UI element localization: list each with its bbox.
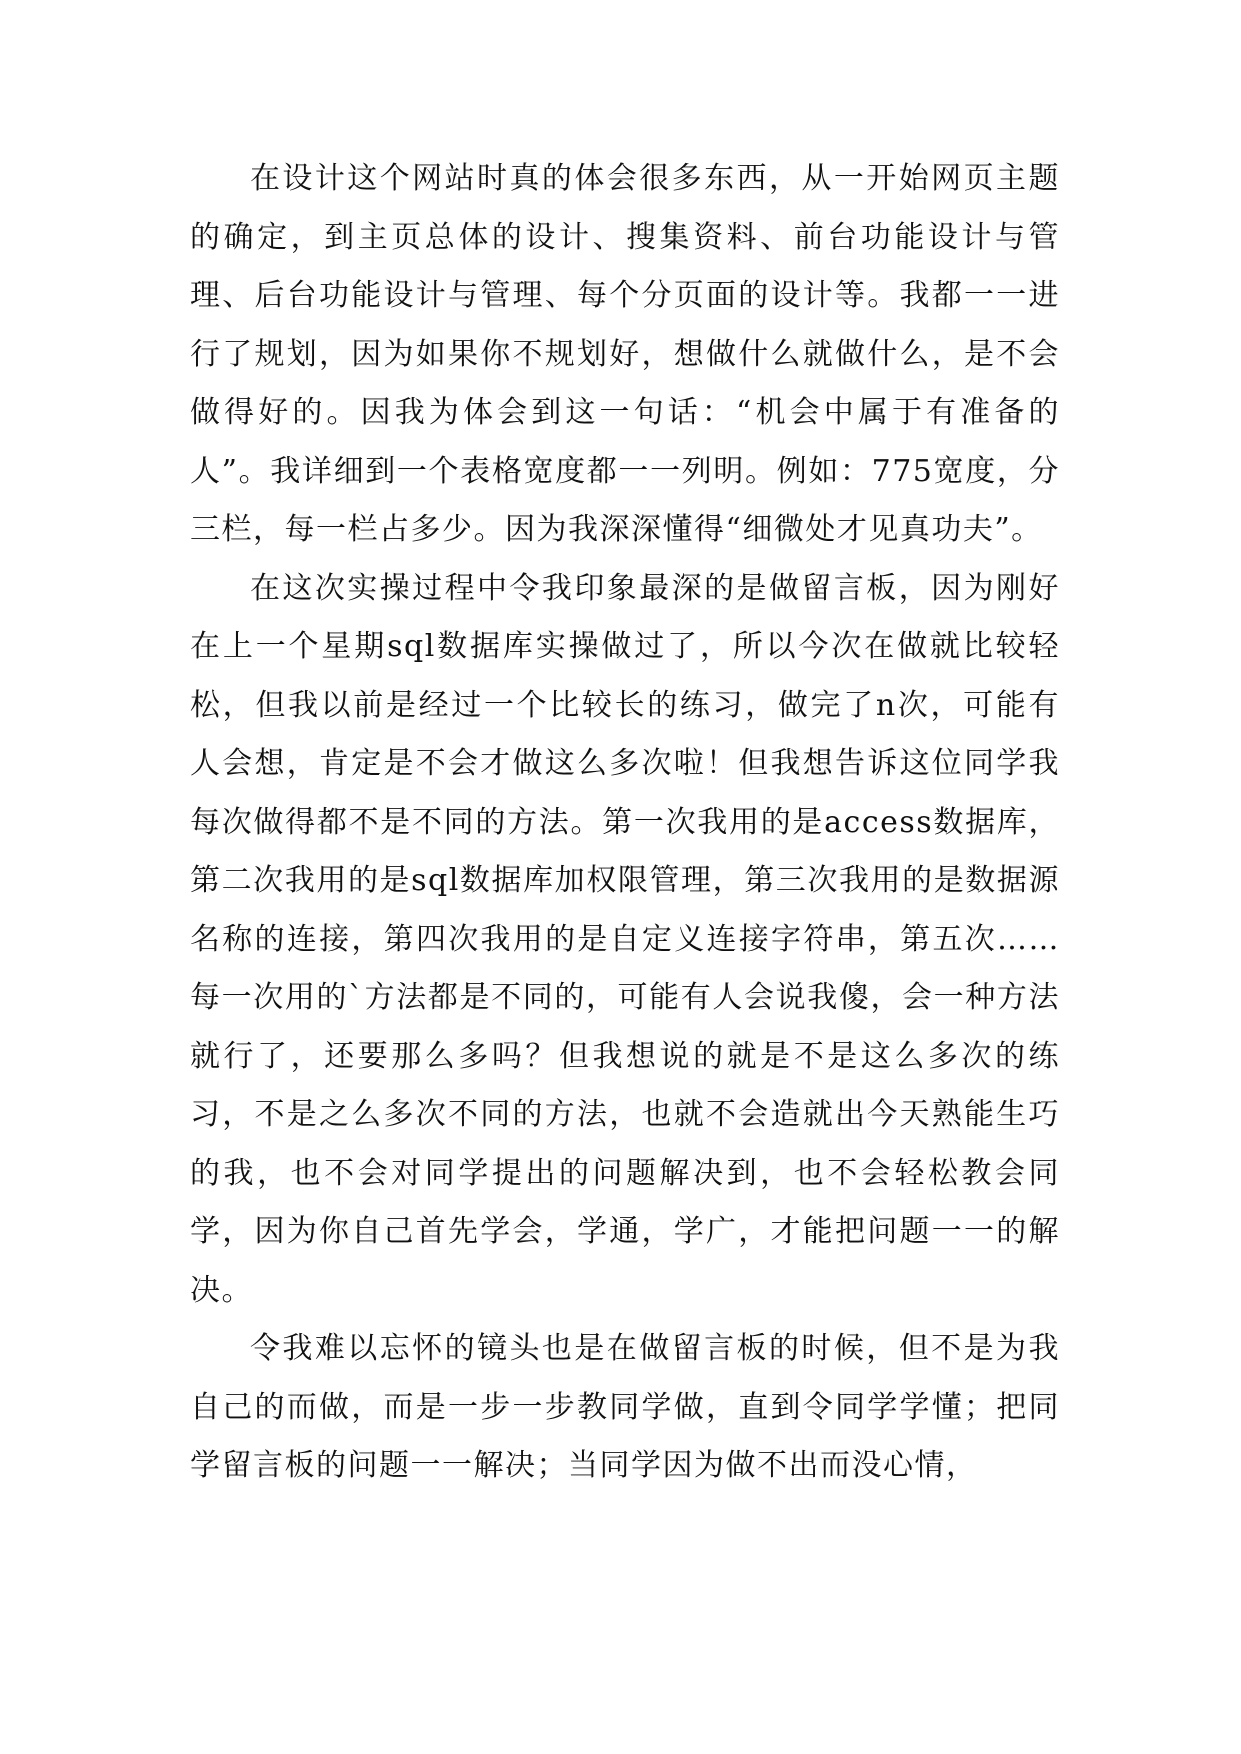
paragraph-helping-classmates: 令我难以忘怀的镜头也是在做留言板的时候，但不是为我自己的而做，而是一步一步教同学做，直到令同学学懂；把同学留言板的问题一一解决；当同学因为做不出而没心情， — [190, 1331, 1060, 1483]
paragraph-design-planning: 在设计这个网站时真的体会很多东西，从一开始网页主题的确定，到主页总体的设计、搜集资料、前台功能设计与管理、后台功能设计与管理、每个分页面的设计等。我都一一进行了规划，因为如果你不规划好，想做什么就做什么，是不会做得好的。因我为体会到这一句话：“机会中属于有准备的人”。我详细到一个表格宽度都一一列明。例如：775宽度，分三栏，每一栏占多少。因为我深深懂得“细微处才见真功夫”。 — [190, 161, 1060, 547]
paragraph-guestbook-practice: 在这次实操过程中令我印象最深的是做留言板，因为刚好在上一个星期sql数据库实操做过了，所以今次在做就比较轻松，但我以前是经过一个比较长的练习，做完了n次，可能有人会想，肯定是不会才做这么多次啦！但我想告诉这位同学我每次做得都不是不同的方法。第一次我用的是access数据库，第二次我用的是sql数据库加权限管理，第三次我用的是数据源名称的连接，第四次我用的是自定义连接字符串，第五次……每一次用的`方法都是不同的，可能有人会说我傻，会一种方法就行了，还要那么多吗？但我想说的就是不是这么多次的练习，不是之么多次不同的方法，也就不会造就出今天熟能生巧的我，也不会对同学提出的问题解决到，也不会轻松教会同学，因为你自己首先学会，学通，学广，才能把问题一一的解决。 — [190, 570, 1060, 1308]
document-body — [190, 150, 1060, 1496]
